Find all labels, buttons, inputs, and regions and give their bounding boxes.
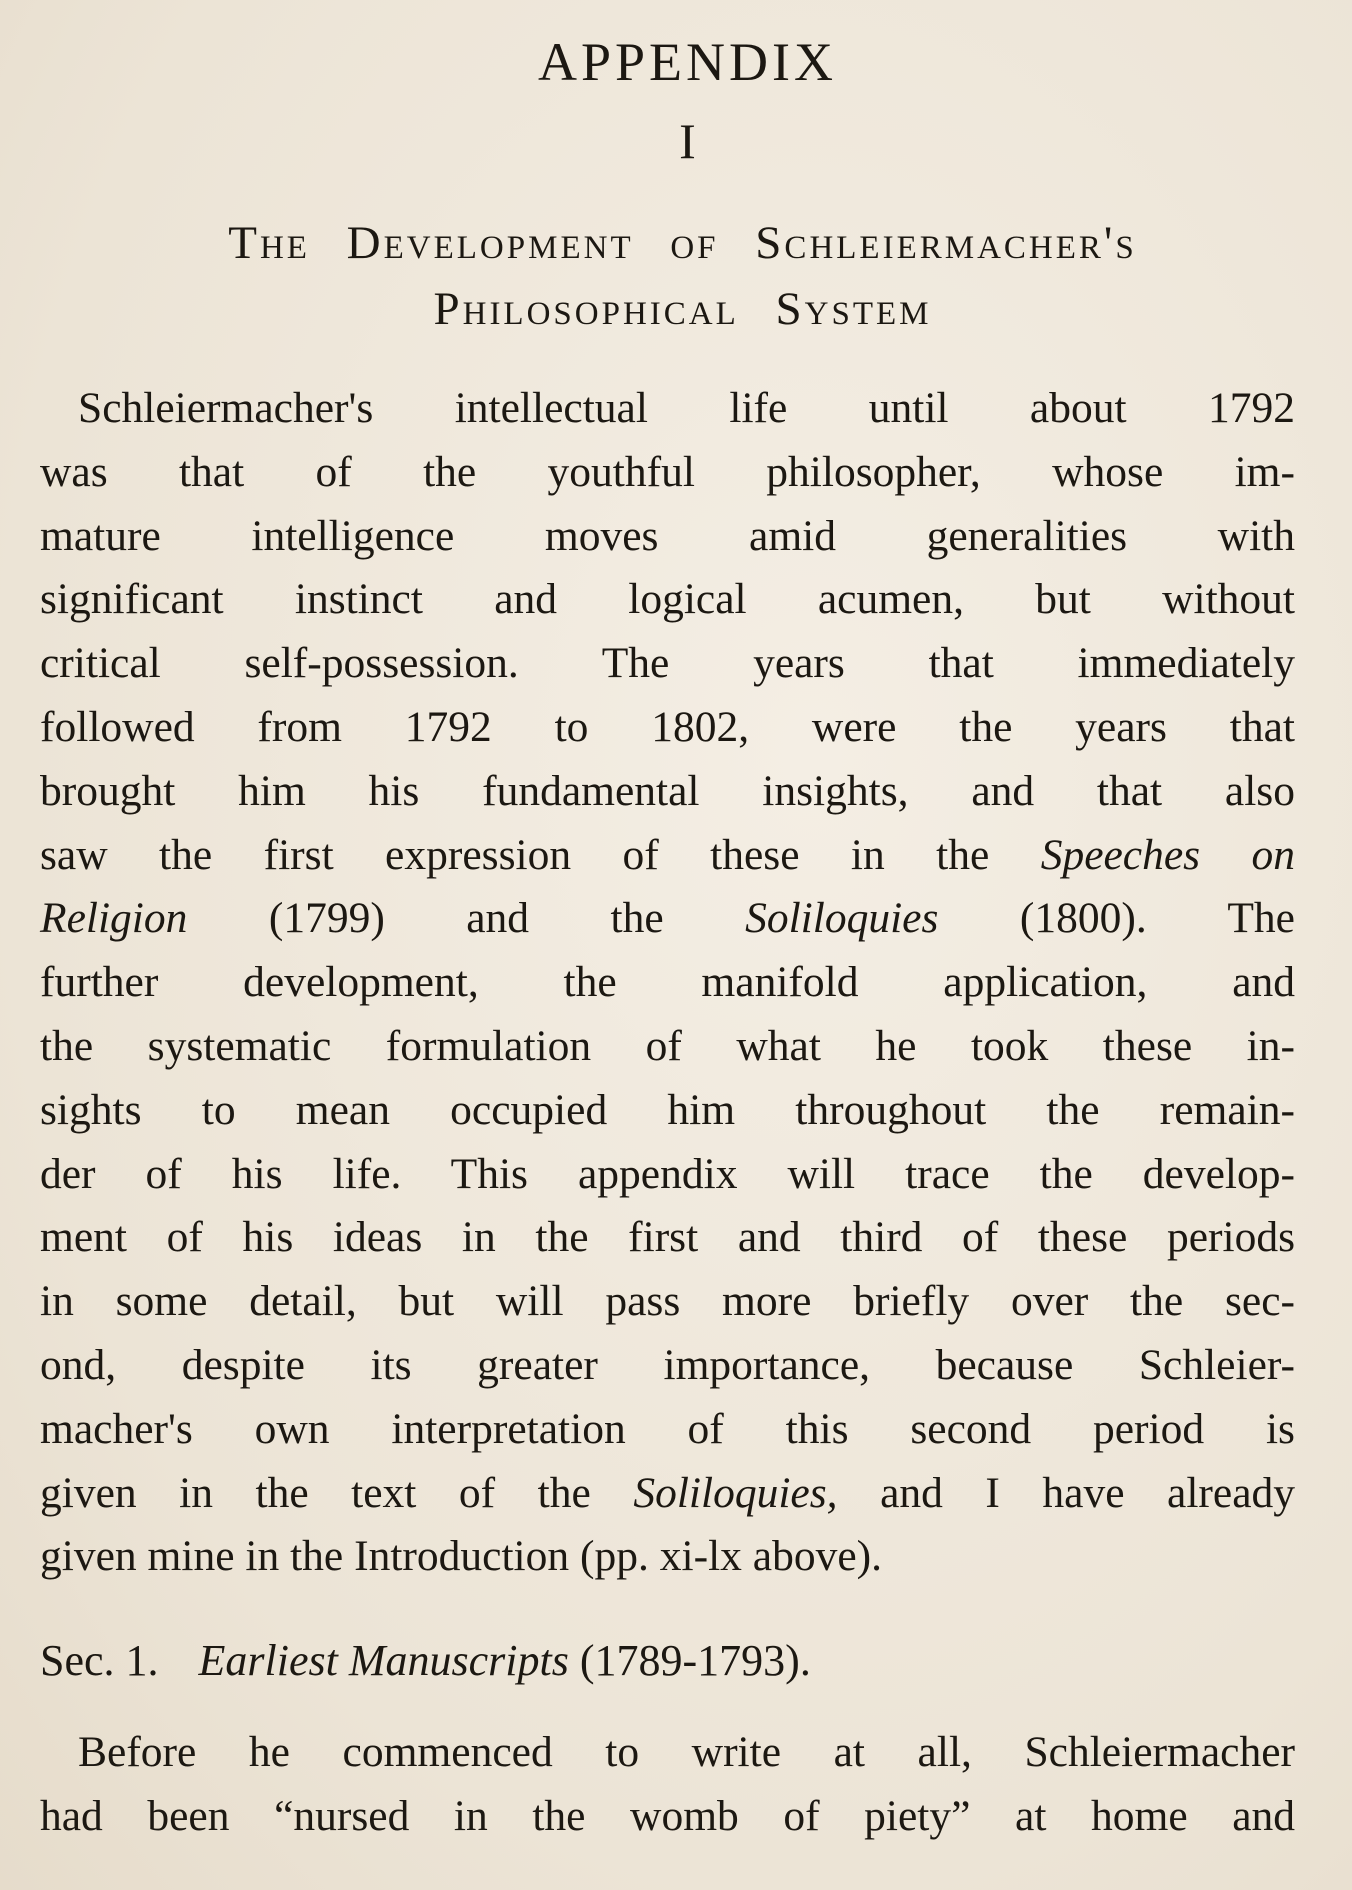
text-line: critical self-possession. The years that immediately — [40, 639, 1295, 688]
text-line: Schleiermacher's intellectual life until about 1792 — [78, 384, 1295, 432]
text-line: given mine in the Introduction (pp. xi-lx above). — [40, 1532, 883, 1581]
text-line: significant instinct and logical acumen, but without — [40, 575, 1295, 624]
paragraph-1 — [40, 377, 1295, 1589]
text-line: macher's own interpretation of this second period is — [40, 1404, 1295, 1453]
text-line: brought him his fundamental insights, and that also — [40, 766, 1295, 815]
text-line: was that of the youthful philosopher, whose im- — [40, 447, 1295, 496]
section-title: Earliest Manuscripts — [198, 1636, 569, 1686]
section-dates: (1789-1793). — [579, 1636, 811, 1686]
text-line: further development, the manifold application, and — [40, 958, 1295, 1007]
chapter-title — [40, 210, 1295, 342]
text-run: saw the first expression of these in the — [40, 830, 990, 879]
book-title-soliloquies: Soliloquies, — [633, 1468, 838, 1517]
section-heading — [40, 1629, 1295, 1693]
document-page — [40, 22, 1295, 1849]
chapter-title-line-2: Philosophical System — [433, 283, 932, 335]
text-line — [40, 1462, 1295, 1526]
text-line: in some detail, but will pass more briefly over the sec- — [40, 1277, 1295, 1326]
text-line: ment of his ideas in the first and third of these periods — [40, 1213, 1295, 1262]
text-line: mature intelligence moves amid generalities with — [40, 511, 1295, 560]
paragraph-2 — [40, 1721, 1295, 1849]
book-title-speeches: Speeches on — [1040, 830, 1295, 879]
text-line: Before he commenced to write at all, Schleiermacher — [78, 1728, 1295, 1777]
book-title-soliloquies: Soliloquies — [745, 894, 939, 943]
text-line: the systematic formulation of what he took these in- — [40, 1021, 1295, 1070]
chapter-title-line-1: The Development of Schleiermacher's — [228, 217, 1137, 269]
section-number: Sec. 1. — [40, 1636, 159, 1686]
text-line — [40, 887, 1295, 951]
text-line: followed from 1792 to 1802, were the years that — [40, 702, 1295, 751]
text-run: given in the text of the — [40, 1468, 591, 1517]
appendix-heading: APPENDIX — [537, 32, 838, 92]
text-run: and I have already — [880, 1468, 1296, 1517]
text-line: ond, despite its greater importance, because Schleier- — [40, 1340, 1295, 1389]
text-run: (1800). The — [1019, 894, 1295, 943]
text-line: sights to mean occupied him throughout the remain- — [40, 1085, 1295, 1134]
appendix-number: I — [679, 113, 696, 169]
text-line: der of his life. This appendix will trace the develop- — [40, 1149, 1295, 1198]
book-title-religion: Religion — [40, 894, 188, 943]
text-line: had been “nursed in the womb of piety” at home and — [40, 1791, 1295, 1840]
text-line — [40, 824, 1295, 888]
text-run: (1799) and the — [268, 894, 664, 943]
